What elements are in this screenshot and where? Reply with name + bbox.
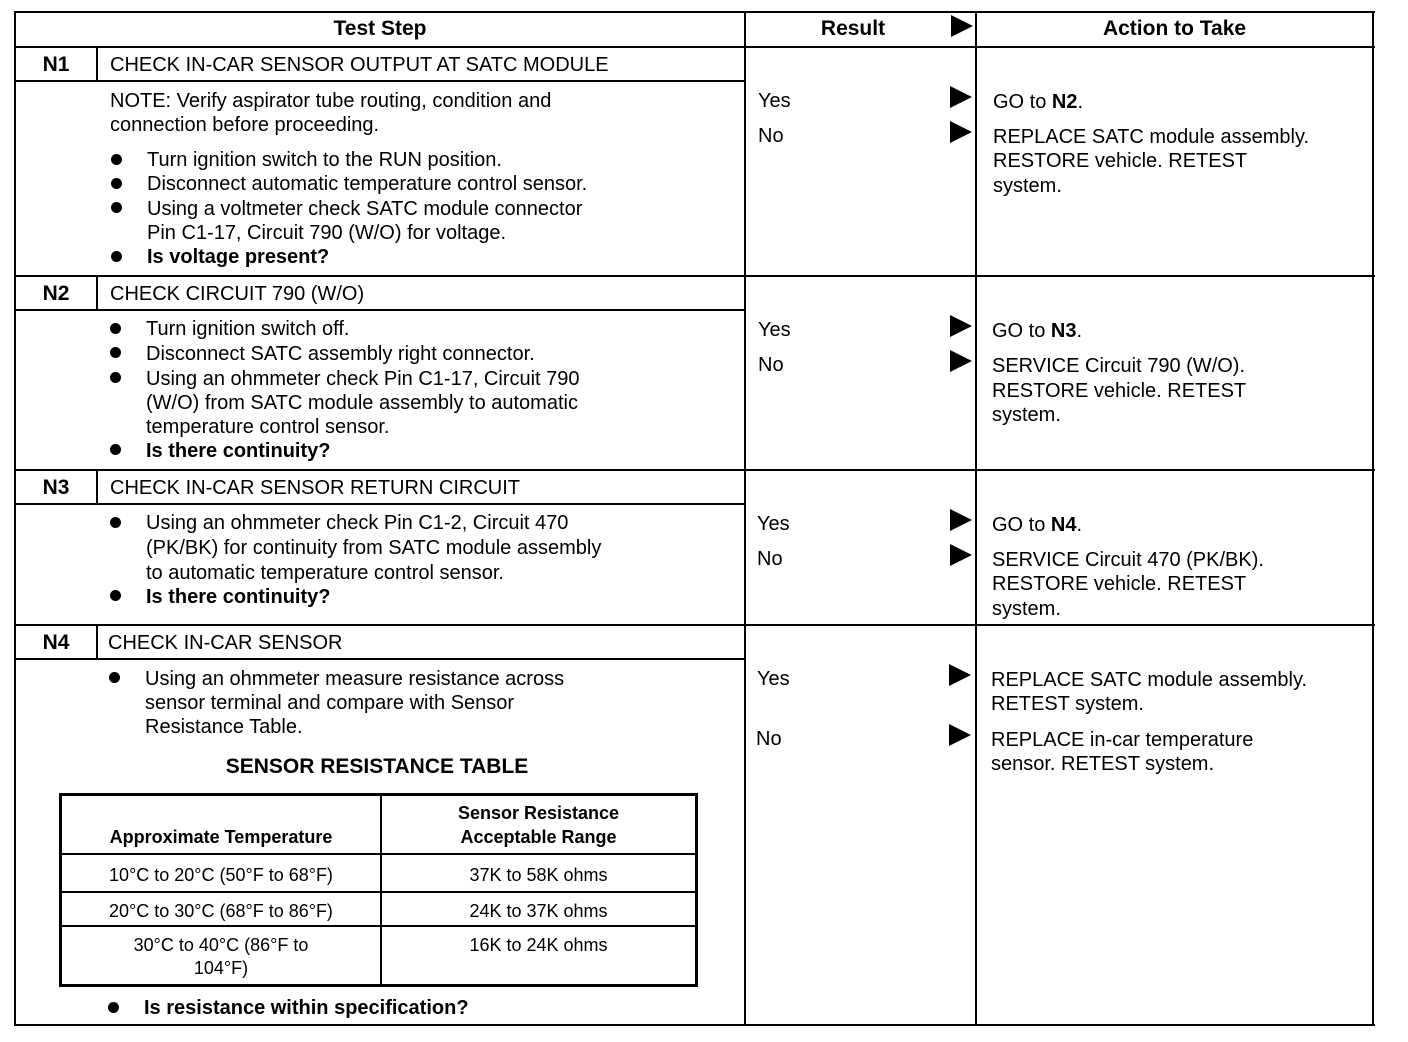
result-no-n3: No bbox=[757, 548, 783, 570]
step-title-divider-n2 bbox=[14, 309, 745, 311]
table-bottom-border bbox=[14, 1024, 1375, 1026]
action-yes-n4: REPLACE SATC module assembly. bbox=[991, 669, 1308, 691]
test-step-result-divider bbox=[744, 11, 746, 1026]
step-id-n1: N1 bbox=[42, 53, 70, 76]
result-yes-n2: Yes bbox=[758, 319, 791, 341]
table-cell-resistance: 24K to 37K ohms bbox=[469, 901, 608, 921]
step-title-divider-n1 bbox=[14, 80, 745, 82]
bullet-icon bbox=[108, 1002, 119, 1013]
step-question-n4: Is resistance within specification? bbox=[144, 997, 469, 1019]
table-cell-temperature: 30°C to 40°C (86°F to bbox=[133, 935, 309, 955]
step-instruction-n3: Using an ohmmeter check Pin C1-2, Circuit 470 bbox=[146, 512, 569, 534]
sensor-resistance-table bbox=[59, 793, 698, 987]
bullet-icon bbox=[111, 202, 122, 213]
step-divider bbox=[14, 624, 1375, 626]
test-step-header: Test Step bbox=[333, 17, 427, 40]
step-id-divider-n2 bbox=[96, 275, 98, 311]
result-no-n1: No bbox=[758, 125, 784, 147]
no-arrow-icon bbox=[949, 724, 971, 746]
action-yes-target: N3 bbox=[1050, 320, 1077, 342]
yes-arrow-icon bbox=[950, 86, 972, 108]
action-no-n3: SERVICE Circuit 470 (PK/BK). bbox=[992, 549, 1264, 571]
action-yes-suffix: . bbox=[1076, 514, 1083, 536]
step-instruction-n2: Turn ignition switch off. bbox=[146, 318, 350, 340]
table-top-border bbox=[14, 11, 1375, 13]
step-divider bbox=[14, 469, 1375, 471]
column-header-temperature: Approximate Temperature bbox=[109, 827, 333, 847]
step-instruction-n3: (PK/BK) for continuity from SATC module assembly bbox=[146, 537, 602, 559]
action-no-n4: sensor. RETEST system. bbox=[991, 753, 1215, 775]
table-left-border bbox=[14, 11, 16, 1026]
step-id-divider-n3 bbox=[96, 469, 98, 505]
header-divider bbox=[14, 46, 1375, 48]
action-no-n1: RESTORE vehicle. RETEST bbox=[993, 150, 1248, 172]
step-title-n2: CHECK CIRCUIT 790 (W/O) bbox=[110, 283, 365, 305]
bullet-icon bbox=[111, 251, 122, 262]
table-right-border bbox=[1372, 11, 1374, 1026]
action-yes-target: N4 bbox=[1050, 514, 1077, 536]
no-arrow-icon bbox=[950, 544, 972, 566]
action-yes-prefix: GO to bbox=[993, 91, 1052, 113]
step-instruction-n2: (W/O) from SATC module assembly to automatic bbox=[146, 392, 578, 414]
action-yes-n4: RETEST system. bbox=[991, 693, 1144, 715]
yes-arrow-icon bbox=[950, 509, 972, 531]
resistance-table-row-divider bbox=[62, 891, 695, 893]
action-header: Action to Take bbox=[1102, 17, 1247, 40]
action-no-n3: RESTORE vehicle. RETEST bbox=[992, 573, 1247, 595]
step-instruction-n4: Using an ohmmeter measure resistance across bbox=[145, 668, 565, 690]
step-instruction-n1: Using a voltmeter check SATC module connector bbox=[147, 198, 583, 220]
result-header-arrow-icon bbox=[951, 15, 973, 37]
step-instruction-n1: Pin C1-17, Circuit 790 (W/O) for voltage. bbox=[147, 222, 507, 244]
bullet-icon bbox=[110, 517, 121, 528]
action-no-n4: REPLACE in-car temperature bbox=[991, 729, 1254, 751]
step-question-n1: Is voltage present? bbox=[147, 246, 330, 268]
step-title-divider-n3 bbox=[14, 503, 745, 505]
step-note-n1: NOTE: Verify aspirator tube routing, condition and bbox=[110, 90, 552, 112]
no-arrow-icon bbox=[950, 121, 972, 143]
action-no-n1: REPLACE SATC module assembly. bbox=[993, 126, 1310, 148]
column-header-resistance: Acceptable Range bbox=[460, 827, 617, 847]
bullet-icon bbox=[110, 444, 121, 455]
step-title-n4: CHECK IN-CAR SENSOR bbox=[108, 632, 343, 654]
action-yes-prefix: GO to bbox=[992, 514, 1051, 536]
resistance-table-row-divider bbox=[62, 925, 695, 927]
action-no-n2: RESTORE vehicle. RETEST bbox=[992, 380, 1247, 402]
step-divider bbox=[14, 275, 1375, 277]
bullet-icon bbox=[110, 323, 121, 334]
step-question-n2: Is there continuity? bbox=[146, 440, 331, 462]
action-yes-target: N2 bbox=[1051, 91, 1078, 113]
action-yes-n2 bbox=[992, 319, 1082, 343]
step-instruction-n2: Disconnect SATC assembly right connector. bbox=[146, 343, 535, 365]
step-id-divider-n4 bbox=[96, 624, 98, 660]
bullet-icon bbox=[110, 347, 121, 358]
step-instruction-n3: to automatic temperature control sensor. bbox=[146, 562, 504, 584]
step-instruction-n2: Using an ohmmeter check Pin C1-17, Circuit 790 bbox=[146, 368, 580, 390]
step-id-n2: N2 bbox=[42, 282, 70, 305]
action-yes-suffix: . bbox=[1077, 91, 1084, 113]
yes-arrow-icon bbox=[949, 664, 971, 686]
action-no-n1: system. bbox=[993, 175, 1062, 197]
action-no-n3: system. bbox=[992, 598, 1061, 620]
table-cell-temperature: 104°F) bbox=[193, 958, 249, 978]
step-question-n3: Is there continuity? bbox=[146, 586, 331, 608]
action-yes-suffix: . bbox=[1076, 320, 1083, 342]
action-yes-n1 bbox=[993, 90, 1083, 114]
bullet-icon bbox=[110, 372, 121, 383]
action-no-n2: system. bbox=[992, 404, 1061, 426]
yes-arrow-icon bbox=[950, 315, 972, 337]
resistance-table-header-divider bbox=[62, 853, 695, 855]
column-header-resistance: Sensor Resistance bbox=[457, 803, 620, 823]
result-no-n2: No bbox=[758, 354, 784, 376]
step-instruction-n4: Resistance Table. bbox=[145, 716, 303, 738]
bullet-icon bbox=[109, 672, 120, 683]
result-yes-n3: Yes bbox=[757, 513, 790, 535]
table-cell-temperature: 10°C to 20°C (50°F to 68°F) bbox=[109, 865, 333, 885]
action-no-n2: SERVICE Circuit 790 (W/O). bbox=[992, 355, 1246, 377]
step-id-n4: N4 bbox=[42, 631, 70, 654]
resistance-table-title: SENSOR RESISTANCE TABLE bbox=[225, 755, 529, 778]
bullet-icon bbox=[111, 178, 122, 189]
step-title-divider-n4 bbox=[14, 658, 745, 660]
result-no-n4: No bbox=[756, 728, 782, 750]
table-cell-resistance: 16K to 24K ohms bbox=[469, 935, 608, 955]
table-cell-temperature: 20°C to 30°C (68°F to 86°F) bbox=[109, 901, 333, 921]
step-instruction-n2: temperature control sensor. bbox=[146, 416, 390, 438]
step-instruction-n1: Turn ignition switch to the RUN position. bbox=[147, 149, 502, 171]
result-action-divider bbox=[975, 11, 977, 1026]
step-title-n1: CHECK IN-CAR SENSOR OUTPUT AT SATC MODULE bbox=[110, 54, 609, 76]
bullet-icon bbox=[111, 154, 122, 165]
result-header: Result bbox=[820, 17, 886, 40]
action-yes-prefix: GO to bbox=[992, 320, 1051, 342]
step-note-n1: connection before proceeding. bbox=[110, 114, 380, 136]
step-title-n3: CHECK IN-CAR SENSOR RETURN CIRCUIT bbox=[110, 477, 521, 499]
table-cell-resistance: 37K to 58K ohms bbox=[469, 865, 608, 885]
no-arrow-icon bbox=[950, 350, 972, 372]
step-id-divider-n1 bbox=[96, 46, 98, 82]
action-yes-n3 bbox=[992, 513, 1082, 537]
bullet-icon bbox=[110, 590, 121, 601]
step-instruction-n1: Disconnect automatic temperature control sensor. bbox=[147, 173, 588, 195]
result-yes-n4: Yes bbox=[757, 668, 790, 690]
step-instruction-n4: sensor terminal and compare with Sensor bbox=[145, 692, 515, 714]
result-yes-n1: Yes bbox=[758, 90, 791, 112]
step-id-n3: N3 bbox=[42, 476, 70, 499]
